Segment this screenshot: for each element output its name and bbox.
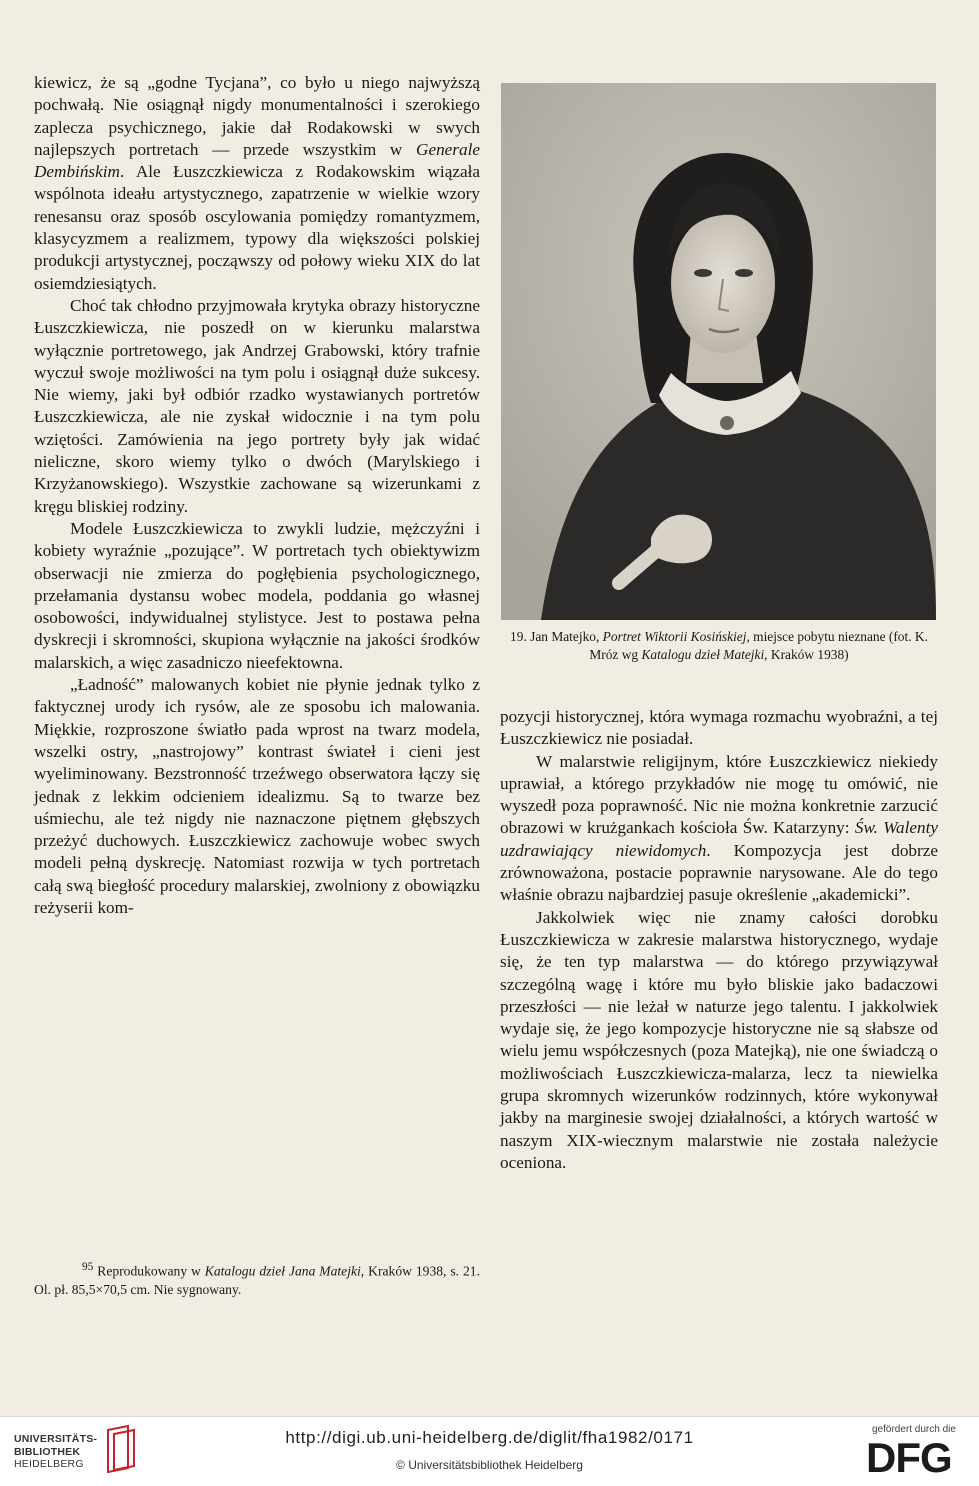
paragraph: Choć tak chłodno przyjmowała krytyka obrazy historyczne Łuszczkiewicza, nie poszedł on w kierunku malarstwa wyłącznie portretowego, jak Andrzej Grabowski, który trafnie wyczuł swoje możliwości na tym polu i osiągnął duże sukcesy. Nie wiemy, jaki był odbiór rzadko wystawianych portretów Łuszczkiewicza, ale nie zyskał widocznie i na tym polu wziętości. Zamówienia na jego portrety były jak widać nieliczne, skoro wiemy tylko o dwóch (Marylskiego i Krzyżanowskiego). Wszystkie zachowane są wizerunkami z kręgu bliskiej rodziny. [34, 295, 480, 516]
paragraph: kiewicz, że są „godne Tycjana”, co było u niego najwyższą pochwałą. Nie osiągnął nigdy monumentalności i szerokiego zaplecza psychicznego, jakie dał Rodakowski w swych najlepszych portretach — przede wszystkim w Generale Dembińskim. Ale Łuszczkiewicza z Rodakowskim wiązała wspólnota ideału artystycznego, zapatrzenie w wielkie wzory renesansu oraz sposób oscylowania pomiędzy romantyzmem, klasycyzmem a realizmem, typowy dla większości polskiej produkcji artystycznej, począwszy od połowy wieku XIX do lat osiemdziesiątych. [34, 73, 480, 293]
copyright-notice: © Universitätsbibliothek Heidelberg [396, 1458, 583, 1472]
permalink-url[interactable]: http://digi.ub.uni-heidelberg.de/diglit/fha1982/0171 [285, 1428, 694, 1447]
paragraph: Jakkolwiek więc nie znamy całości dorobku Łuszczkiewicza w zakresie malarstwa historycznego, wydaje się, że ten typ malarstwa — do którego przywiązywał szczególną wagę i które mu było bliskie jako badaczowi przeszłości — nie leżał w naturze jego talentu. I jakkolwiek wydaje się, że jego kompozycje historyczne nie są słabsze od wielu jemu współczesnych (poza Matejką), nie one świadczą o możliwościach Łuszczkiewicza-malarza, lecz ta niewielka grupa skromnych wizerunków rodzinnych, które wykonywał jakby na marginesie swojej działalności, a których wartość w naszym XIX-wiecznym malarstwie nie została należycie oceniona. [500, 907, 938, 1172]
library-name[interactable]: UNIVERSITÄTS- BIBLIOTHEK HEIDELBERG [14, 1433, 98, 1470]
right-text-column [500, 706, 938, 1174]
footnote: $^{95}$ Reprodukowany w Katalogu dzieł Jana Matejki, Kraków 1938, s. 21. Ol. pł. 85,5×70,5 cm. Nie sygnowany. [34, 1260, 480, 1298]
portrait-illustration [501, 83, 936, 620]
left-text-column [34, 72, 480, 919]
paragraph: „Ładność” malowanych kobiet nie płynie jednak tylko z faktycznej urody ich rysów, ale ze sposobu ich malowania. Miękkie, rozproszone światło pada wprost na twarz modela, wszelki ostry, „nastrojowy” kontrast świateł i cieni jest wyeliminowany. Bezstronność trzeźwego obserwatora łączy się jednak z lekkim odcieniem idealizmu. Są to twarze bez uśmiechu, ale też nigdy nie naznaczone piętnem głębszych przeżyć duchowych. Łuszczkiewicz zachowuje wobec swych modeli pełną dyskrecję. Natomiast rozwija w tych portretach całą swą biegłość procedury malarskiej, zwolniony z obowiązku reżyserii kom- [34, 675, 480, 917]
portrait-photograph [501, 83, 936, 620]
paragraph: W malarstwie religijnym, które Łuszczkiewicz niekiedy uprawiał, a którego przykładów nie mogę tu omówić, nie wyszedł poza poprawność. Nic nie można konkretnie zarzucić obrazowi w krużgankach kościoła Św. Katarzyny: Św. Walenty uzdrawiający niewidomych. Kompozycja jest dobrze zrównoważona, postacie poprawnie narysowane. Ale do tego właśnie obrazu najbardziej pasuje określenie „akademicki”. [500, 751, 939, 905]
footer-bar [0, 1416, 979, 1486]
footnote-number: 95 [82, 1260, 94, 1273]
paragraph: pozycji historycznej, która wymaga rozmachu wyobraźni, a tej Łuszczkiewicz nie posiadał. [500, 707, 938, 749]
dfg-logo[interactable]: DFG [866, 1434, 952, 1481]
figure-caption: 19. Jan Matejko, Portret Wiktorii Kosińskiej, miejsce pobytu nieznane (fot. K. Mróz wg Katalogu dzieł Matejki, Kraków 1938) [510, 629, 928, 662]
funding-label: gefördert durch die [872, 1424, 956, 1435]
paragraph: Modele Łuszczkiewicza to zwykli ludzie, mężczyźni i kobiety wyraźnie „pozujące”. W portretach tych obiektywizm obserwacji nie zmierza do pogłębienia psychologicznego, przełamania dystansu wobec modela, poddania go własnej osobowości, indywidualnej stylistyce. Jest to postawa pełna dyskrecji i skromności, skupiona wyłącznie na jakości środków malarskich, a więc zasadniczo nieefektowna. [34, 518, 480, 672]
